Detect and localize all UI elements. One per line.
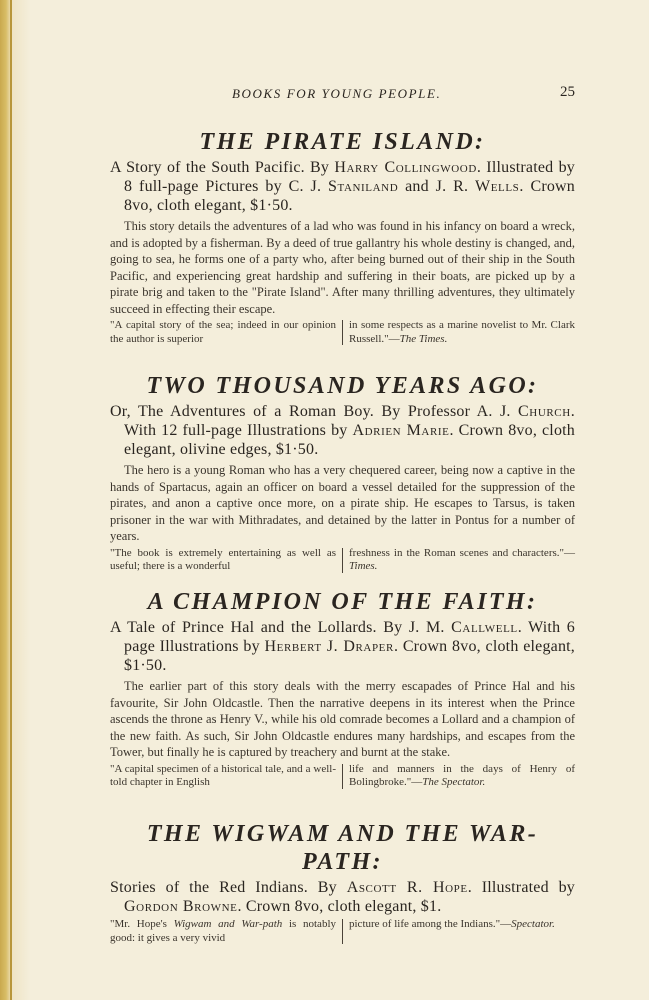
press-review: [110, 763, 575, 790]
running-head-title: BOOKS FOR YOUNG PEOPLE.: [232, 86, 442, 101]
review-left-column: "Mr. Hope's Wigwam and War-path is notably good: it gives a very vivid: [110, 918, 336, 944]
illustrator-name: Herbert J. Draper: [264, 638, 394, 655]
book-entry: [110, 588, 575, 790]
review-left-column: "The book is extremely entertaining as well as useful; there is a wonderful: [110, 546, 336, 572]
book-entry: [110, 372, 575, 574]
column-divider: [342, 548, 343, 573]
illustrator-name: Gordon Browne: [124, 898, 238, 915]
book-title: A CHAMPION OF THE FAITH:: [147, 589, 538, 615]
review-right-column: in some respects as a marine novelist to Mr. Clark Russell."—The Times.: [349, 319, 575, 345]
illustrator-name: Staniland: [328, 178, 399, 195]
review-source: The Spectator.: [422, 776, 486, 788]
column-divider: [342, 320, 343, 345]
author-name: Harry Collingwood: [334, 159, 477, 176]
book-title: THE WIGWAM AND THE WAR-PATH:: [146, 821, 539, 875]
book-summary: This story details the adventures of a lad who was found in his infancy on board a wreck, and is adopted by a fisherman. By a deed of true gallantry his whole destiny is changed, and, going to sea, he forms one of a party who, after being burned out of their ship in the South Pacific, and experiencing great hardship and suffering in their boats, are picked up by a pirate brig and taken to the "Pirate Island". After many thrilling adventures, they ultimately succeed in effecting their escape.: [110, 219, 575, 316]
press-review: [110, 547, 575, 574]
column-divider: [342, 764, 343, 789]
press-review: [110, 319, 575, 346]
review-left-column: "A capital specimen of a historical tale, and a well-told chapter in English: [110, 762, 336, 788]
review-source: Times.: [349, 560, 378, 572]
book-summary: The hero is a young Roman who has a very chequered career, being now a captive in the hands of Spartacus, again an officer on board a vessel detailed for the suppression of the pirates, and anon a captive once more, on a pirate ship. He escapes to Tarsus, is taken prisoner in the war with Mithradates, and detained by the latter in Pontus for a number of years.: [110, 463, 575, 543]
review-source: The Times.: [399, 332, 448, 345]
press-review: [110, 918, 575, 945]
book-summary: The earlier part of this story deals with the merry escapades of Prince Hal and his favourite, Sir John Oldcastle. Then the narrative deepens in its interest when the Prince ascends the throne as Henry V., while his old comrade becomes a Lollard and a champion of the new faith. As such, Sir John Oldcastle endures many hardships, and escapes from the Tower, but finally he is captured by treachery and burnt at the stake.: [110, 679, 575, 759]
review-right-column: freshness in the Roman scenes and characters."—Times.: [349, 546, 575, 572]
page-number: 25: [560, 84, 575, 100]
book-title: THE PIRATE ISLAND:: [199, 129, 486, 155]
book-title: TWO THOUSAND YEARS AGO:: [146, 373, 539, 399]
author-name: Ascott R. Hope: [346, 879, 468, 896]
binding-gutter: [10, 0, 12, 1000]
author-name: Church: [518, 403, 571, 420]
review-source: Spectator.: [511, 918, 555, 930]
review-right-column: life and manners in the days of Henry of Bolingbroke."—The Spectator.: [349, 762, 575, 788]
illustrator-name: Wells: [475, 178, 520, 195]
book-description: A Tale of Prince Hal and the Lollards. By J. M. Callwell. With 6 page Illustrations by Herbert J. Draper. Crown 8vo, cloth elegant, $1·50.: [110, 619, 575, 674]
author-name: Callwell: [451, 619, 518, 636]
book-description: Stories of the Red Indians. By Ascott R. Hope. Illustrated by Gordon Browne. Crown 8vo, cloth elegant, $1.: [110, 879, 575, 915]
book-description: A Story of the South Pacific. By Harry Collingwood. Illustrated by 8 full-page Pictures by C. J. Staniland and J. R. Wells. Crown 8vo, cloth elegant, $1·50.: [110, 159, 575, 214]
book-description: Or, The Adventures of a Roman Boy. By Professor A. J. Church. With 12 full-page Illustrations by Adrien Marie. Crown 8vo, cloth elegant, olivine edges, $1·50.: [110, 403, 575, 458]
illustrator-name: Adrien Marie: [352, 422, 450, 439]
running-head: [110, 86, 575, 106]
column-divider: [342, 919, 343, 944]
book-entry: [110, 820, 575, 945]
review-right-column: picture of life among the Indians."—Spectator.: [349, 918, 555, 930]
review-left-column: "A capital story of the sea; indeed in our opinion the author is superior: [110, 319, 336, 345]
book-entry: [110, 128, 575, 346]
